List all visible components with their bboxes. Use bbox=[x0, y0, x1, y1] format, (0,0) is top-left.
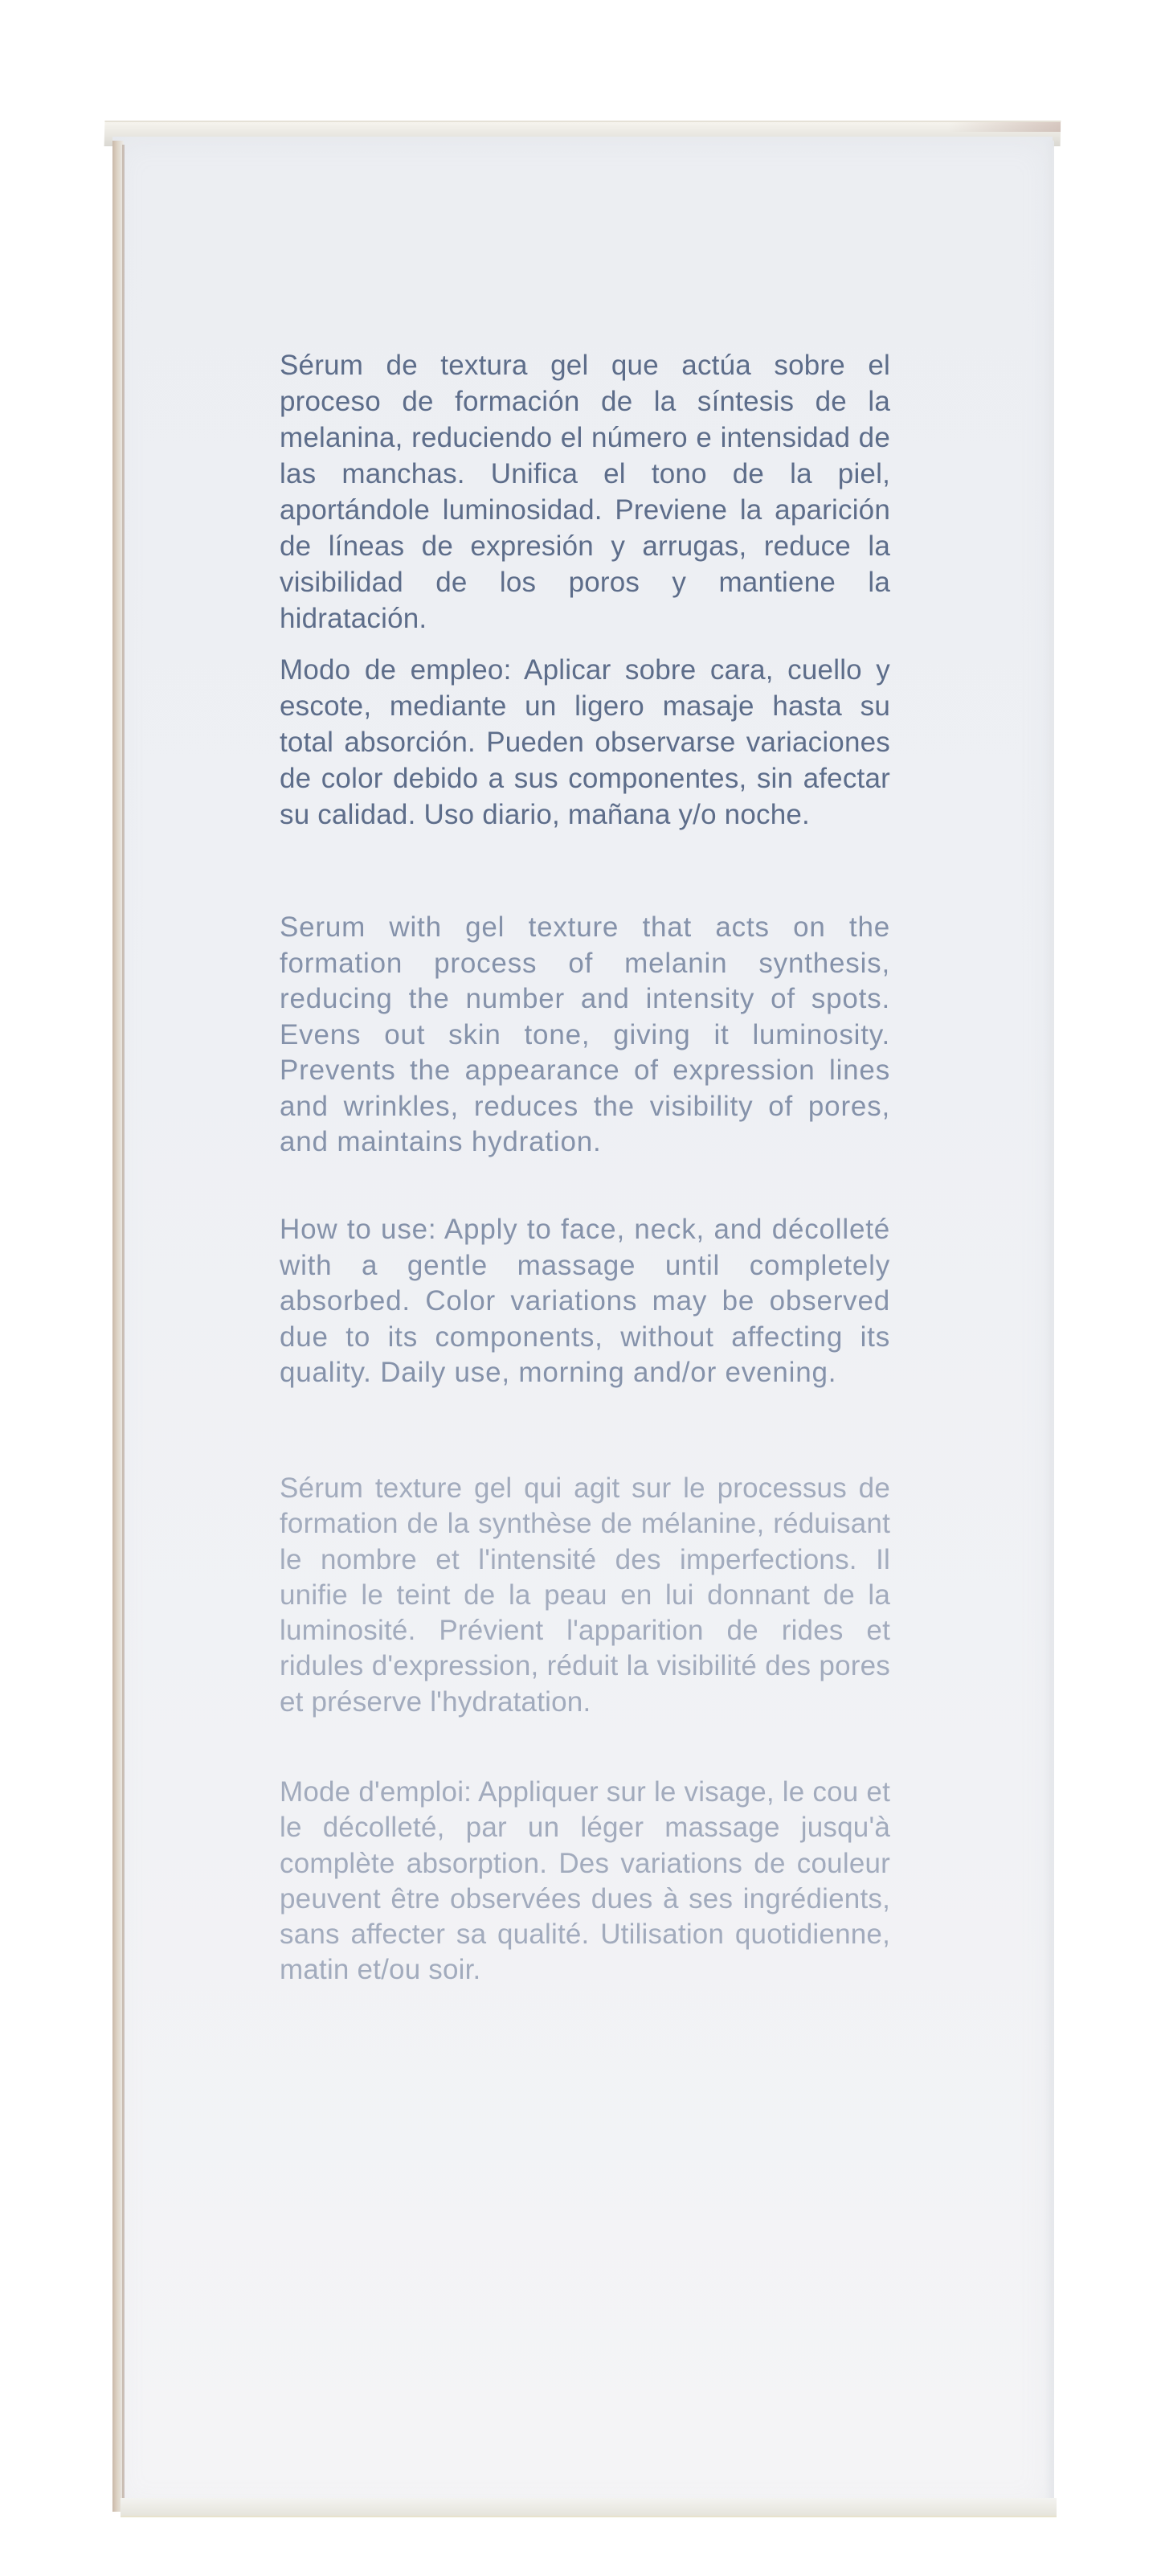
french-description: Sérum texture gel qui agit sur le processus de formation de la synthèse de mélanine, réduisant le nombre et l'intensité des imperfections. Il unifie le teint de la peau en lui donnant de la luminosité. Prévient l'apparition de rides et ridules d'expression, réduit la visibilité des pores et préserve l'hydratation. bbox=[280, 1472, 890, 1718]
spanish-usage: Modo de empleo: Aplicar sobre cara, cuello y escote, mediante un ligero masaje hasta su total absorción. Pueden observarse variaciones de color debido a sus componentes, sin afectar su calidad. Uso diario, mañana y/o noche. bbox=[280, 654, 890, 830]
box-right-edge bbox=[1044, 141, 1054, 2512]
box-bottom-edge bbox=[121, 2498, 1057, 2517]
box-flap-shadow bbox=[948, 122, 1061, 132]
english-usage: How to use: Apply to face, neck, and décolleté with a gentle massage until completely absorbed. Color variations may be observed due to its components, without affecting its quality. Daily use, morning and/or evening. bbox=[280, 1214, 890, 1388]
box-edge-crease bbox=[122, 145, 125, 2508]
english-description: Serum with gel texture that acts on the formation process of melanin synthesis, reducing the number and intensity of spots. Evens out skin tone, giving it luminosity. Prevents the appearance of expression lines and wrinkles, reduces the visibility of pores, and maintains hydration. bbox=[280, 911, 890, 1157]
spanish-description: Sérum de textura gel que actúa sobre el proceso de formación de la síntesis de la melanina, reduciendo el número e intensidad de las manchas. Unifica el tono de la piel, aportándole luminosidad. Previene la aparición de líneas de expresión y arrugas, reduce la visibilidad de los poros y mantiene la hidratación. bbox=[280, 350, 890, 634]
french-usage: Mode d'emploi: Appliquer sur le visage, le cou et le décolleté, par un léger massage jusqu'à complète absorption. Des variations de couleur peuvent être observées dues à ses ingrédients, sans affecter sa qualité. Utilisation quotidienne, matin et/ou soir. bbox=[280, 1776, 890, 1986]
